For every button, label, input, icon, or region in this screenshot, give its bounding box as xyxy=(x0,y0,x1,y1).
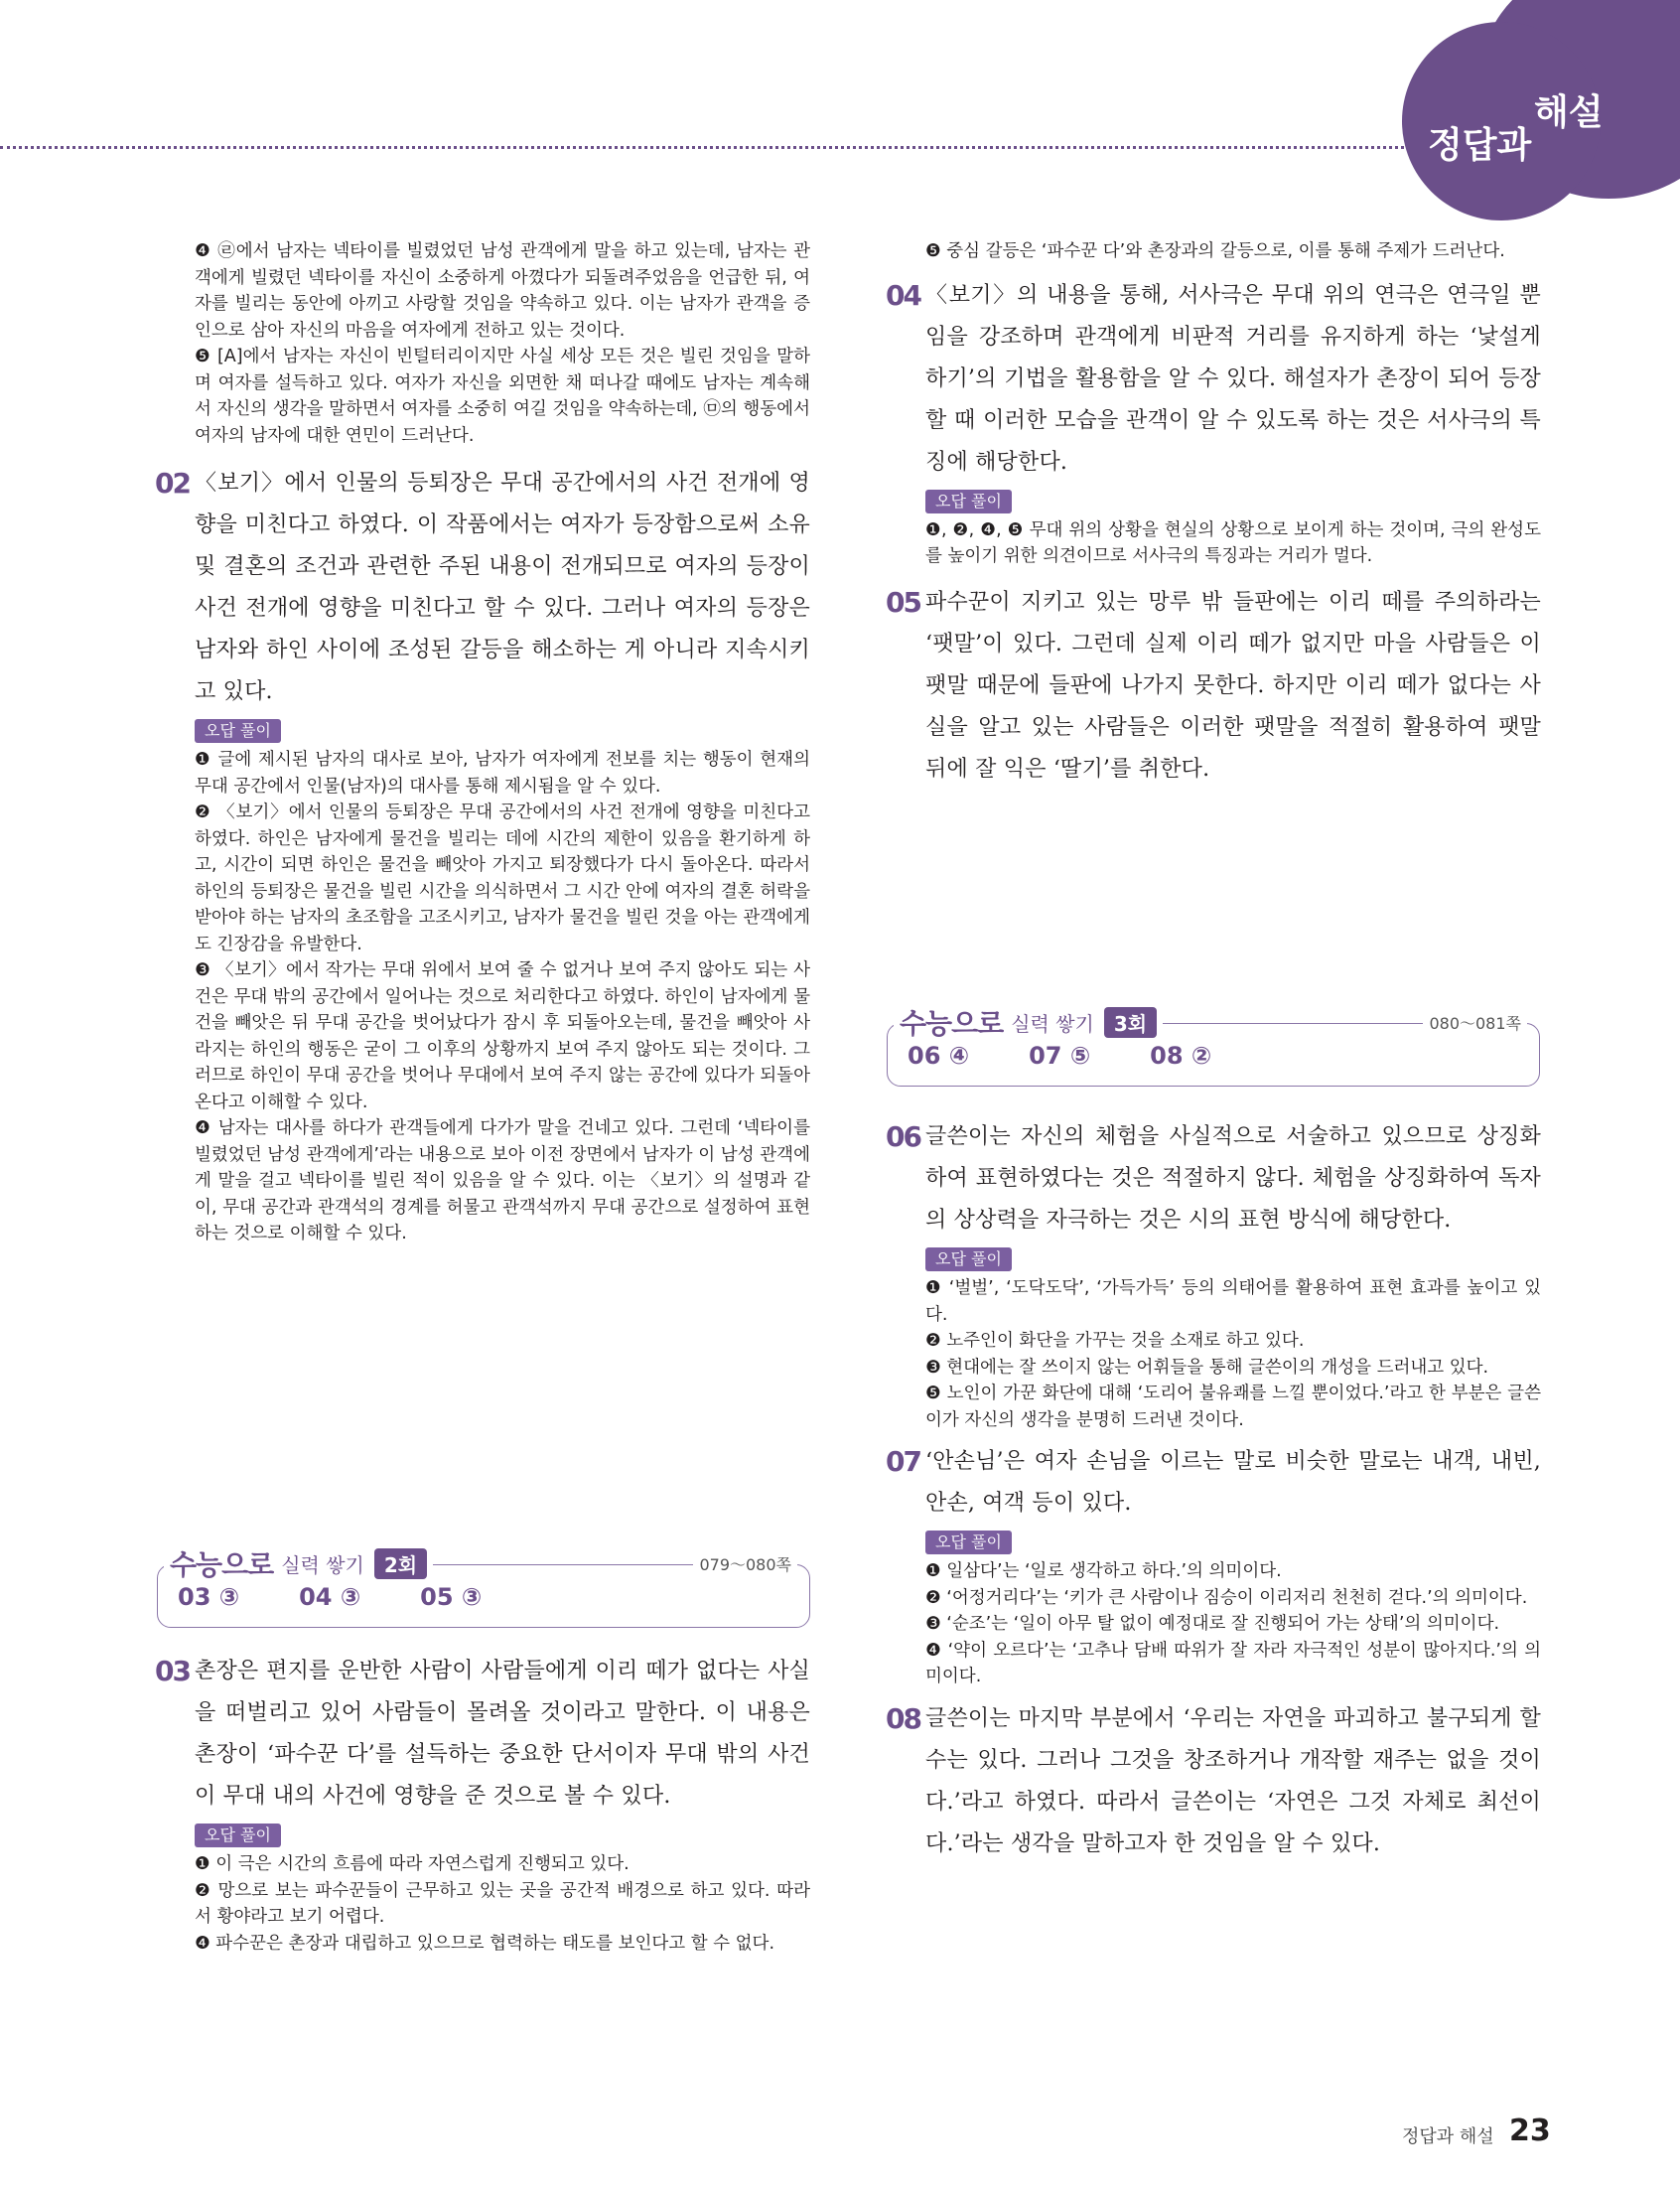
answer-box-title-sub: 실력 쌓기 xyxy=(1011,1011,1094,1036)
question-05 xyxy=(886,582,1541,791)
question-number: 05 xyxy=(886,585,920,619)
answer-item: 05 ③ xyxy=(420,1583,483,1611)
question-03 xyxy=(155,1651,810,1957)
wrong-answer-tag: 오답 풀이 xyxy=(195,719,281,743)
question-text: 파수꾼이 지키고 있는 망루 밖 들판에는 이리 떼를 주의하라는 ‘팻말’이 있다. 그런데 실제 이리 떼가 없지만 마을 사람들은 이 팻말 때문에 들판에 나가지 못한다. 하지만 이리 떼가 없다는 사실을 알고 있는 사람들은 이러한 팻말을 적절히 활용하여 팻말 뒤에 잘 익은 ‘딸기’를 취한다. xyxy=(925,589,1541,782)
question-number: 04 xyxy=(886,278,920,312)
explanation-item: ❶ 글에 제시된 남자의 대사로 보아, 남자가 여자에게 전보를 치는 행동이 현재의 무대 공간에서 인물(남자)의 대사를 통해 제시됨을 알 수 있다. xyxy=(195,750,810,797)
answer-list xyxy=(908,1042,1211,1070)
answer-item: 06 ④ xyxy=(908,1042,970,1070)
explanation-item: ❹ 남자는 대사를 하다가 관객들에게 다가가 말을 건네고 있다. 그런데 ‘넥타이를 빌렸었던 남성 관객에게’라는 내용으로 보아 이전 장면에서 남자가 이 남성 관객에게 말을 걸고 넥타이를 빌린 적이 있음을 알 수 있다. 이는 〈보기〉의 설명과 같이, 무대 공간과 관객석의 경계를 허물고 관객석까지 무대 공간으로 설정하여 표현하는 것으로 이해할 수 있다. xyxy=(195,1118,810,1243)
explanation-item: ❶ 일삼다’는 ‘일로 생각하고 하다.’의 의미이다. xyxy=(925,1561,1282,1581)
explanation-item: ❸ ‘순조’는 ‘일이 아무 탈 없이 예정대로 잘 진행되어 가는 상태’의 의미이다. xyxy=(925,1614,1500,1634)
question-number: 03 xyxy=(155,1655,190,1687)
answer-box-round: 2회 xyxy=(374,1548,427,1579)
question-02 xyxy=(155,463,810,1247)
explanation-item: ❶, ❷, ❹, ❺ 무대 위의 상황을 현실의 상황으로 보이게 하는 것이며, 극의 완성도를 높이기 위한 의견이므로 서사극의 특징과는 거리가 멀다. xyxy=(925,519,1541,566)
answer-item: 08 ② xyxy=(1150,1042,1212,1070)
right-column-lower xyxy=(886,1116,1541,1865)
section-badge-subtitle: 정답과 xyxy=(1428,125,1532,166)
left-column-lower xyxy=(155,1651,810,1957)
explanation-item: ❸ 현대에는 잘 쓰이지 않는 어휘들을 통해 글쓴이의 개성을 드러내고 있다. xyxy=(925,1357,1489,1378)
answer-box-title xyxy=(894,1002,1163,1042)
question-04 xyxy=(886,275,1541,570)
answer-box-round-3 xyxy=(887,1007,1540,1087)
wrong-answer-tag: 오답 풀이 xyxy=(925,1531,1012,1554)
explanation-item: ❷ 노주인이 화단을 가꾸는 것을 소재로 하고 있다. xyxy=(925,1331,1305,1351)
explanation-item: ❹ ‘약이 오르다’는 ‘고추나 담배 따위가 잘 자라 자극적인 성분이 많아지다.’의 의미이다. xyxy=(925,1640,1541,1686)
answer-box-round: 3회 xyxy=(1104,1007,1157,1038)
explanation-item: ❸ 〈보기〉에서 작가는 무대 위에서 보여 줄 수 없거나 보여 주지 않아도 되는 사건은 무대 밖의 공간에서 일어나는 것으로 처리한다고 하였다. 하인이 남자에게 물건을 빼앗은 뒤 무대 공간을 벗어났다가 잠시 후 되돌아오는데, 물건을 빼앗아 사라지는 하인의 행동은 굳이 그 이후의 상황까지 보여 주지 않아도 되는 것이다. 그러므로 하인이 무대 공간을 벗어나 무대에서 보여 주지 않는 공간에 있다가 되돌아온다고 이해할 수 있다. xyxy=(195,960,810,1112)
explanation-item: ❺ 중심 갈등은 ‘파수꾼 다’와 촌장과의 갈등으로, 이를 통해 주제가 드러난다. xyxy=(925,241,1505,261)
page-number: 23 xyxy=(1509,2114,1551,2148)
left-top-explanations xyxy=(195,238,810,449)
question-06 xyxy=(886,1116,1541,1433)
answer-box-pages: 079～080쪽 xyxy=(693,1552,797,1575)
question-07 xyxy=(886,1441,1541,1690)
answer-box-pages: 080～081쪽 xyxy=(1423,1011,1527,1034)
wrong-answer-tag: 오답 풀이 xyxy=(925,490,1012,513)
explanation-item: ❷ 〈보기〉에서 인물의 등퇴장은 무대 공간에서의 사건 전개에 영향을 미친다고 하였다. 하인은 남자에게 물건을 빌리는 데에 시간의 제한이 있음을 환기하게 하고, 시간이 되면 하인은 물건을 빼앗아 가지고 퇴장했다가 다시 돌아온다. 따라서 하인의 등퇴장은 물건을 빌린 시간을 의식하면서 그 시간 안에 여자의 결혼 허락을 받아야 하는 남자의 초조함을 고조시키고, 남자가 물건을 빌린 것을 아는 관객에게도 긴장감을 유발한다. xyxy=(195,803,810,954)
left-column xyxy=(155,238,810,1247)
question-text: ‘안손님’은 여자 손님을 이르는 말로 비슷한 말로는 내객, 내빈, 안손, 여객 등이 있다. xyxy=(925,1449,1541,1516)
section-badge-title: 해설 xyxy=(1534,92,1604,133)
question-number: 02 xyxy=(155,467,190,500)
question-number: 07 xyxy=(886,1445,920,1478)
explanation-item: ❹ ㉣에서 남자는 넥타이를 빌렸었던 남성 관객에게 말을 하고 있는데, 남자는 관객에게 빌렸던 넥타이를 자신이 소중하게 아꼈다가 되돌려주었음을 언급한 뒤, 여자를 빌리는 동안에 아끼고 사랑할 것임을 약속하고 있다. 이는 남자가 관객을 증인으로 삼아 자신의 마음을 여자에게 전하고 있는 것이다. xyxy=(195,241,810,341)
question-text: 〈보기〉의 내용을 통해, 서사극은 무대 위의 연극은 연극일 뿐임을 강조하며 관객에게 비판적 거리를 유지하게 하는 ‘낯설게 하기’의 기법을 활용함을 알 수 있다. 해설자가 촌장이 되어 등장할 때 이러한 모습을 관객이 알 수 있도록 하는 것은 서사극의 특징에 해당한다. xyxy=(925,282,1541,475)
right-column xyxy=(886,238,1541,791)
answer-box-title-main: 수능으로 xyxy=(900,1007,1004,1040)
explanation-item: ❶ ‘벌벌’, ‘도닥도닥’, ‘가득가득’ 등의 의태어를 활용하여 표현 효과를 높이고 있다. xyxy=(925,1278,1541,1325)
question-08 xyxy=(886,1698,1541,1865)
answer-item: 04 ③ xyxy=(299,1583,361,1611)
explanation-item: ❷ 망으로 보는 파수꾼들이 근무하고 있는 곳을 공간적 배경으로 하고 있다. 따라서 황야라고 보기 어렵다. xyxy=(195,1880,810,1927)
explanation-item: ❺ [A]에서 남자는 자신이 빈털터리이지만 사실 세상 모든 것은 빌린 것임을 말하며 여자를 설득하고 있다. 여자가 자신을 외면한 채 떠나갈 때에도 남자는 계속해서 자신의 생각을 말하면서 여자를 소중히 여길 것임을 약속하는데, ㉤의 행동에서 여자의 남자에 대한 연민이 드러난다. xyxy=(195,347,810,446)
question-text: 〈보기〉에서 인물의 등퇴장은 무대 공간에서의 사건 전개에 영향을 미친다고 하였다. 이 작품에서는 여자가 등장함으로써 소유 및 결혼의 조건과 관련한 주된 내용이 전개되므로 여자의 등장이 사건 전개에 영향을 미친다고 할 수 있다. 그러나 여자의 등장은 남자와 하인 사이에 조성된 갈등을 해소하는 게 아니라 지속시키고 있다. xyxy=(195,471,810,704)
question-number: 06 xyxy=(886,1120,920,1153)
explanation-item: ❹ 파수꾼은 촌장과 대립하고 있으므로 협력하는 태도를 보인다고 할 수 없다. xyxy=(195,1933,775,1954)
header-dotted-rule xyxy=(0,146,1470,149)
wrong-answer-tag: 오답 풀이 xyxy=(195,1824,281,1847)
question-number: 08 xyxy=(886,1701,920,1735)
answer-box-title xyxy=(164,1543,433,1583)
explanation-item: ❷ ‘어정거리다’는 ‘키가 큰 사람이나 짐승이 이리저리 천천히 걷다.’의 의미이다. xyxy=(925,1587,1528,1608)
question-text: 글쓴이는 마지막 부분에서 ‘우리는 자연을 파괴하고 불구되게 할 수는 있다. 그러나 그것을 창조하거나 개작할 재주는 없을 것이다.’라고 하였다. 따라서 글쓴이는 ‘자연은 그것 자체로 최선이다.’라는 생각을 말하고자 한 것임을 알 수 있다. xyxy=(925,1705,1541,1856)
answer-box-title-sub: 실력 쌓기 xyxy=(281,1552,364,1577)
answer-box-round-2 xyxy=(157,1548,810,1628)
footer-label: 정답과 해설 xyxy=(1402,2126,1494,2147)
answer-item: 07 ⑤ xyxy=(1029,1042,1091,1070)
question-text: 촌장은 편지를 운반한 사람이 사람들에게 이리 떼가 없다는 사실을 떠벌리고 있어 사람들이 몰려올 것이라고 말한다. 이 내용은 촌장이 ‘파수꾼 다’를 설득하는 중요한 단서이자 무대 밖의 사건이 무대 내의 사건에 영향을 준 것으로 볼 수 있다. xyxy=(195,1659,810,1809)
question-text: 글쓴이는 자신의 체험을 사실적으로 서술하고 있으므로 상징화하여 표현하였다는 것은 적절하지 않다. 체험을 상징화하여 독자의 상상력을 자극하는 것은 시의 표현 방식에 해당한다. xyxy=(925,1124,1541,1233)
answer-item: 03 ③ xyxy=(178,1583,240,1611)
wrong-answer-tag: 오답 풀이 xyxy=(925,1247,1012,1271)
answer-list xyxy=(178,1583,482,1611)
explanation-item: ❺ 노인이 가꾼 화단에 대해 ‘도리어 불유쾌를 느낄 뿐이었다.’라고 한 부분은 글쓴이가 자신의 생각을 분명히 드러낸 것이다. xyxy=(925,1384,1541,1430)
answer-box-title-main: 수능으로 xyxy=(170,1548,274,1581)
explanation-item: ❶ 이 극은 시간의 흐름에 따라 자연스럽게 진행되고 있다. xyxy=(195,1854,630,1874)
